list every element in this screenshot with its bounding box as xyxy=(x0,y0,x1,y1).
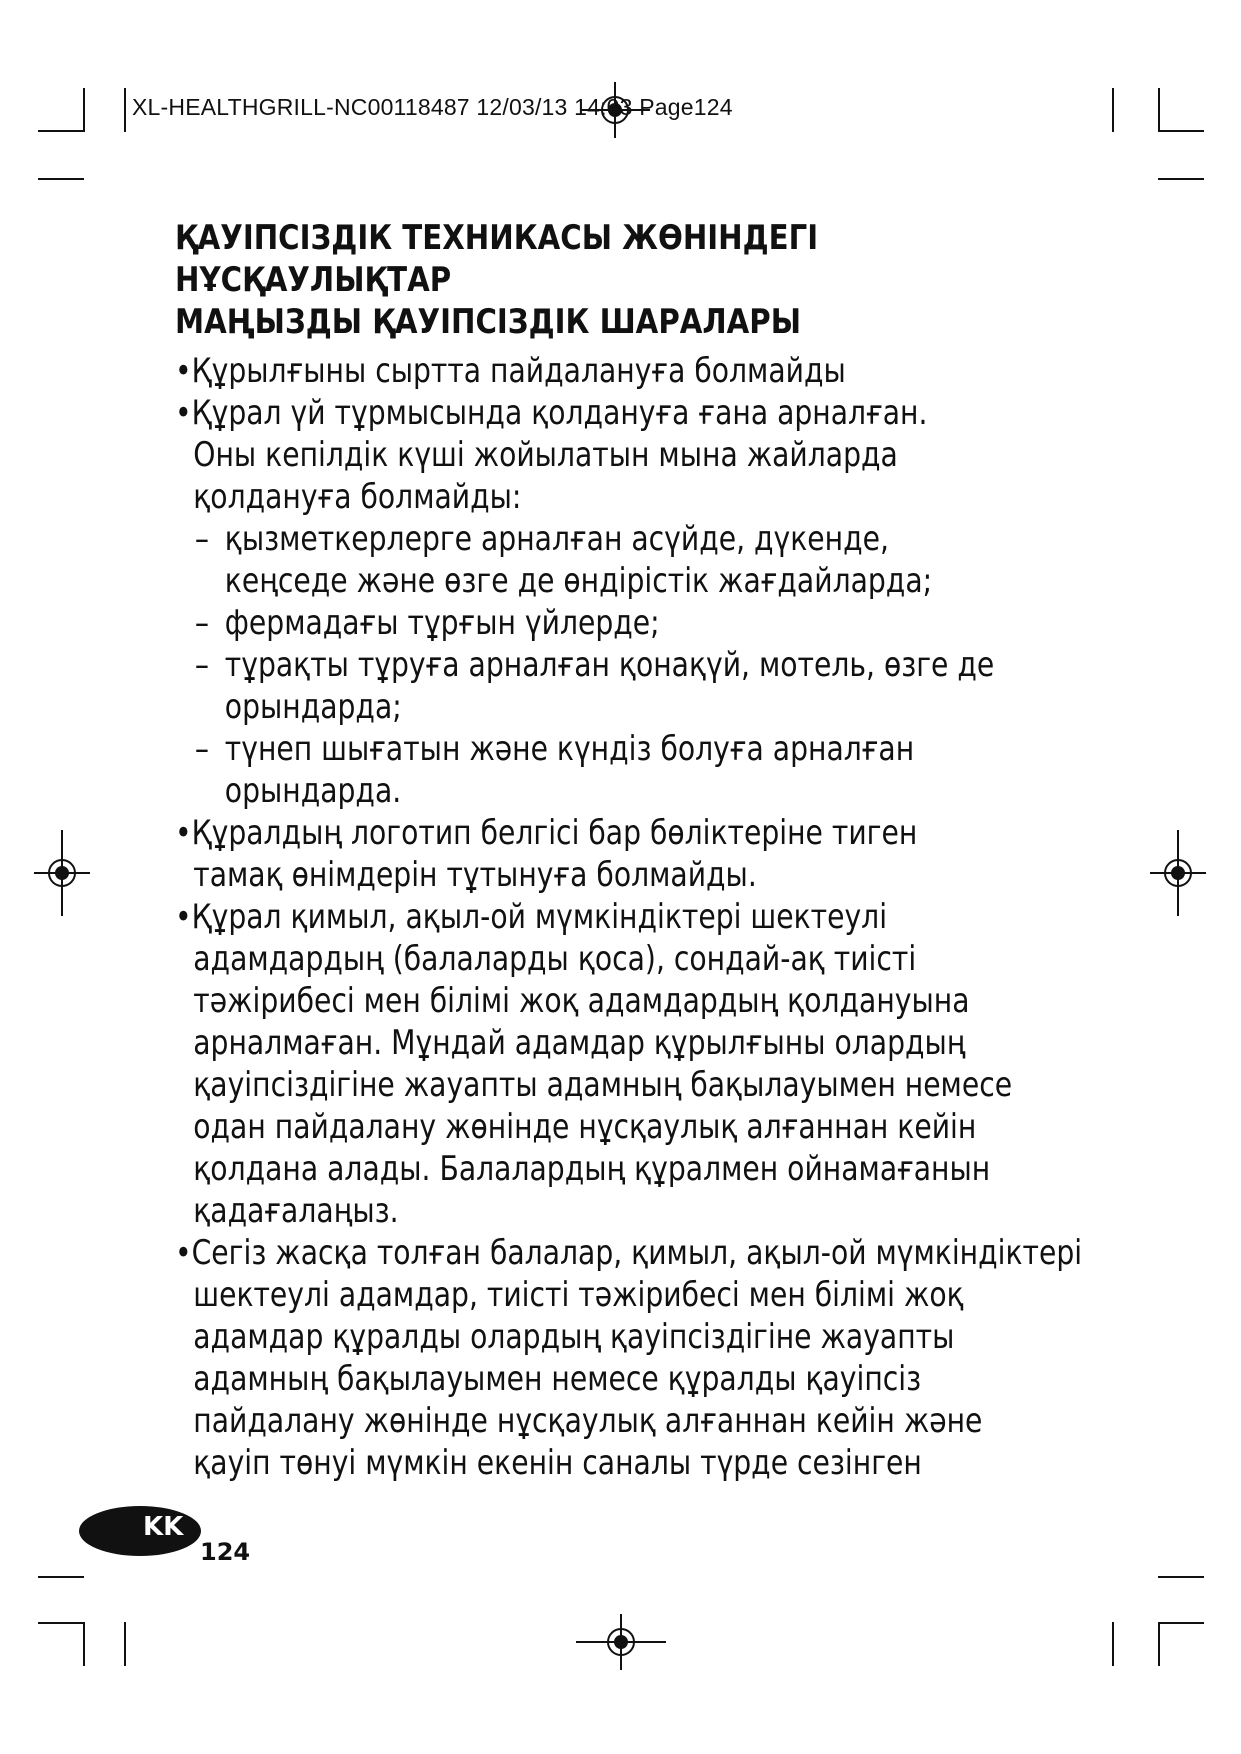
crop-mark xyxy=(124,88,126,132)
item-text: тұрақты тұруға арналған қонақүй, мотель, өзге де xyxy=(224,645,995,685)
sub-item: – қызметкерлерге арналған асүйде, дүкенде, xyxy=(194,519,889,559)
item-text: фермадағы тұрғын үйлерде; xyxy=(224,603,660,643)
page-number: 124 xyxy=(200,1538,251,1566)
item-text: қауіп төнуі мүмкін екенін саналы түрде сезінген xyxy=(193,1443,922,1483)
list-item: •Құрылғыны сыртта пайдалануға болмайды xyxy=(175,351,846,391)
item-text: қолдануға болмайды: xyxy=(193,477,522,517)
crop-mark xyxy=(1158,88,1160,132)
item-text: қадағалаңыз. xyxy=(193,1191,399,1231)
crop-mark xyxy=(1112,1622,1114,1666)
title-line: НҰСҚАУЛЫҚТАР xyxy=(175,260,452,300)
item-text: қауіпсіздігіне жауапты адамның бақылауымен немесе xyxy=(193,1065,1013,1105)
crop-mark xyxy=(1158,1622,1204,1624)
item-text: орындарда. xyxy=(224,771,402,811)
language-code: KK xyxy=(143,1512,184,1542)
list-item: •Сегіз жасқа толған балалар, қимыл, ақыл-ой мүмкіндіктері xyxy=(175,1233,1083,1273)
item-text: адамның бақылауымен немесе құралды қауіпсіз xyxy=(193,1359,922,1399)
item-text: пайдалану жөнінде нұсқаулық алғаннан кейін және xyxy=(193,1401,983,1441)
registration-mark-right xyxy=(1150,830,1206,916)
title-line: ҚАУІПСІЗДІК ТЕХНИКАСЫ ЖӨНІНДЕГІ xyxy=(175,218,819,258)
item-text: Құралдың логотип белгісі бар бөліктеріне тиген xyxy=(191,813,918,853)
list-item: •Құралдың логотип белгісі бар бөліктеріне тиген xyxy=(175,813,918,853)
item-text: Сегіз жасқа толған балалар, қимыл, ақыл-ой мүмкіндіктері xyxy=(191,1233,1083,1273)
item-text: арналмаған. Мұндай адамдар құрылғыны олардың xyxy=(193,1023,966,1063)
item-text: орындарда; xyxy=(224,687,402,727)
registration-mark-left xyxy=(34,830,90,916)
crop-mark xyxy=(1112,88,1114,132)
crop-mark xyxy=(83,1622,85,1666)
item-text: тамақ өнімдерін тұтынуға болмайды. xyxy=(193,855,757,895)
safety-list xyxy=(175,350,1105,1484)
crop-mark xyxy=(83,88,85,132)
item-text: одан пайдалану жөнінде нұсқаулық алғаннан кейін xyxy=(193,1107,977,1147)
item-text: тәжірибесі мен білімі жоқ адамдардың қолдануына xyxy=(193,981,970,1021)
item-text: түнеп шығатын және күндіз болуға арналған xyxy=(224,729,915,769)
list-item: •Құрал үй тұрмысында қолдануға ғана арналған. xyxy=(175,393,928,433)
item-text: кеңседе және өзге де өндірістік жағдайларда; xyxy=(224,561,933,601)
sub-item: – тұрақты тұруға арналған қонақүй, мотель, өзге де xyxy=(194,645,995,685)
crop-mark xyxy=(1158,1576,1204,1578)
item-text: Құрал үй тұрмысында қолдануға ғана арналған. xyxy=(191,393,928,433)
crop-mark xyxy=(38,1622,84,1624)
sub-item: – фермадағы тұрғын үйлерде; xyxy=(194,603,660,643)
language-badge xyxy=(79,1506,201,1556)
item-text: қызметкерлерге арналған асүйде, дүкенде, xyxy=(224,519,889,559)
list-item: •Құрал қимыл, ақыл-ой мүмкіндіктері шектеулі xyxy=(175,897,888,937)
item-text: Құрал қимыл, ақыл-ой мүмкіндіктері шектеулі xyxy=(191,897,888,937)
print-slug: XL-HEALTHGRILL-NC00118487 12/03/13 14:03 Page124 xyxy=(132,94,733,120)
section-title xyxy=(175,217,1001,343)
item-text: қолдана алады. Балалардың құралмен ойнамағанын xyxy=(193,1149,991,1189)
crop-mark xyxy=(1158,130,1204,132)
crop-mark xyxy=(1158,1622,1160,1666)
item-text: адамдардың (балаларды қоса), сондай-ақ тиісті xyxy=(193,939,917,979)
crop-mark xyxy=(124,1622,126,1666)
crop-mark xyxy=(38,130,84,132)
item-text: Құрылғыны сыртта пайдалануға болмайды xyxy=(191,351,846,391)
sub-item: – түнеп шығатын және күндіз болуға арналған xyxy=(194,729,915,769)
crop-mark xyxy=(38,178,84,180)
item-text: Оны кепілдік күші жойылатын мына жайларда xyxy=(193,435,898,475)
registration-mark-bottom xyxy=(576,1614,666,1670)
crop-mark xyxy=(1158,178,1204,180)
title-line: МАҢЫЗДЫ ҚАУІПСІЗДІК ШАРАЛАРЫ xyxy=(175,302,802,342)
item-text: адамдар құралды олардың қауіпсіздігіне жауапты xyxy=(193,1317,955,1357)
crop-mark xyxy=(38,1576,84,1578)
item-text: шектеулі адамдар, тиісті тәжірибесі мен білімі жоқ xyxy=(193,1275,964,1315)
